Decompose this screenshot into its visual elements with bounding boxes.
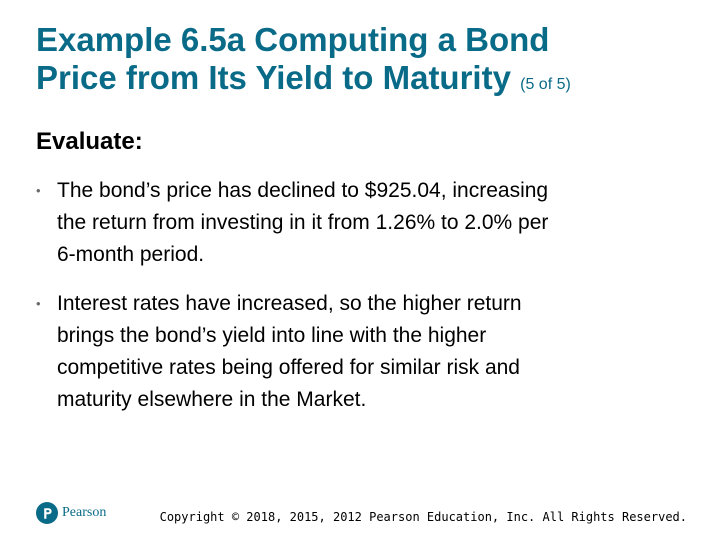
slide-title (36, 21, 696, 104)
bullet-text-line: brings the bond’s yield into line with the higher (57, 324, 487, 347)
evaluate-heading: Evaluate: (36, 128, 143, 155)
pearson-logo (36, 502, 106, 524)
pearson-logo-text: Pearson (62, 505, 107, 520)
bullet-list (36, 175, 676, 416)
bullet-text-line: Interest rates have increased, so the higher return (57, 292, 522, 315)
slide-title-line-2 (36, 59, 696, 104)
pearson-p-icon (36, 502, 58, 524)
bullet-item (36, 288, 676, 416)
bullet-dot-icon: • (36, 296, 41, 311)
bullet-text-line: 6-month period. (57, 243, 205, 266)
bullet-item (36, 175, 676, 271)
bullet-text-line: the return from investing in it from 1.26% to 2.0% per (57, 211, 549, 234)
slide-title-line-1: Example 6.5a Computing a Bond (36, 21, 550, 58)
slide-title-suffix: (5 of 5) (520, 76, 571, 93)
bullet-text-line: maturity elsewhere in the Market. (57, 388, 367, 411)
bullet-text-line: The bond’s price has declined to $925.04, increasing (57, 179, 549, 202)
bullet-dot-icon: • (36, 183, 41, 198)
slide-title-main: Price from Its Yield to Maturity (36, 59, 511, 96)
copyright-notice: Copyright © 2018, 2015, 2012 Pearson Education, Inc. All Rights Reserved. (159, 510, 687, 524)
bullet-text-line: competitive rates being offered for similar risk and (57, 356, 520, 379)
